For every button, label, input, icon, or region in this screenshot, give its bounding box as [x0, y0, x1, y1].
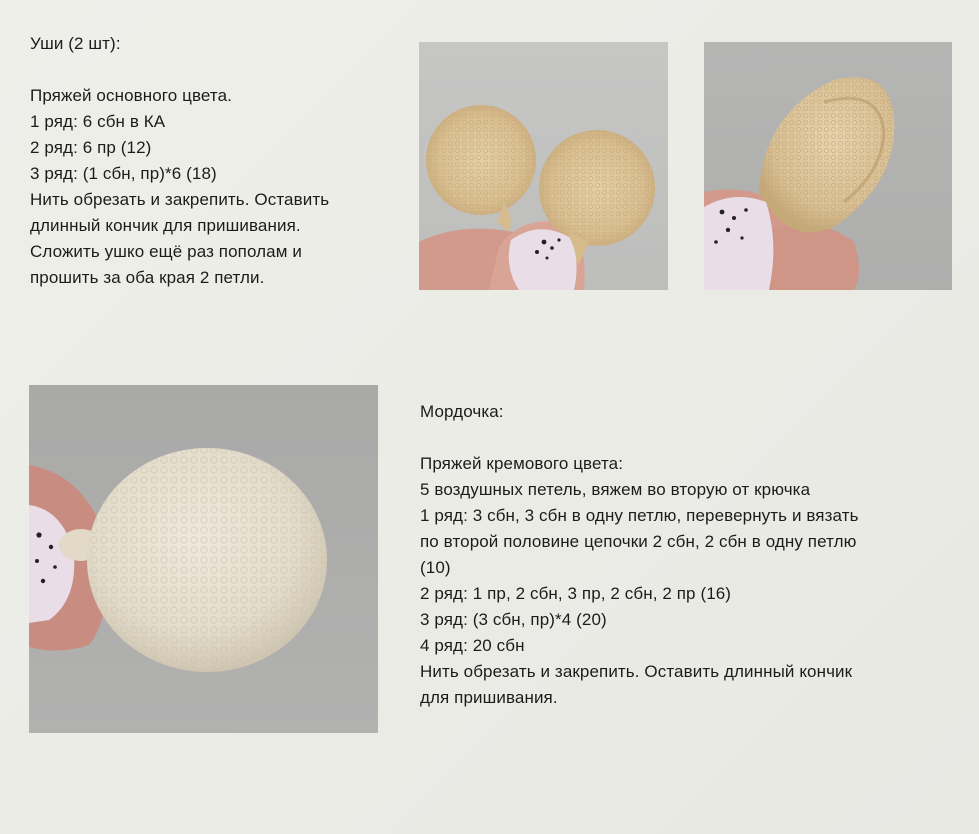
muzzle-photo — [29, 385, 378, 733]
ears-line: длинный кончик для пришивания. — [30, 216, 301, 235]
ears-line: прошить за оба края 2 петли. — [30, 268, 265, 287]
ears-line: 1 ряд: 6 сбн в КА — [30, 112, 166, 131]
muzzle-line: для пришивания. — [420, 688, 558, 707]
ears-line: Нить обрезать и закрепить. Оставить — [30, 190, 330, 209]
muzzle-line: 5 воздушных петель, вяжем во вторую от крючка — [420, 480, 811, 499]
ears-line: Сложить ушко ещё раз пополам и — [30, 242, 302, 261]
ears-line: 3 ряд: (1 сбн, пр)*6 (18) — [30, 164, 217, 183]
spacer — [420, 425, 859, 451]
ears-line: Пряжей основного цвета. — [30, 86, 232, 105]
muzzle-title: Мордочка: — [420, 402, 504, 421]
muzzle-line: 2 ряд: 1 пр, 2 сбн, 3 пр, 2 сбн, 2 пр (16) — [420, 584, 732, 603]
muzzle-line: по второй половине цепочки 2 сбн, 2 сбн в одну петлю — [420, 532, 857, 551]
ears-instructions — [30, 31, 329, 291]
muzzle-line: Пряжей кремового цвета: — [420, 454, 624, 473]
muzzle-line: 4 ряд: 20 сбн — [420, 636, 525, 655]
ears-line: 2 ряд: 6 пр (12) — [30, 138, 152, 157]
ear-folded-photo — [704, 42, 952, 290]
ears-flat-photo — [419, 42, 668, 290]
muzzle-instructions — [420, 399, 859, 711]
muzzle-line: Нить обрезать и закрепить. Оставить длинный кончик — [420, 662, 853, 681]
muzzle-line: (10) — [420, 558, 451, 577]
ears-title: Уши (2 шт): — [30, 34, 121, 53]
muzzle-line: 1 ряд: 3 сбн, 3 сбн в одну петлю, перевернуть и вязать — [420, 506, 859, 525]
spacer — [30, 57, 329, 83]
muzzle-line: 3 ряд: (3 сбн, пр)*4 (20) — [420, 610, 607, 629]
